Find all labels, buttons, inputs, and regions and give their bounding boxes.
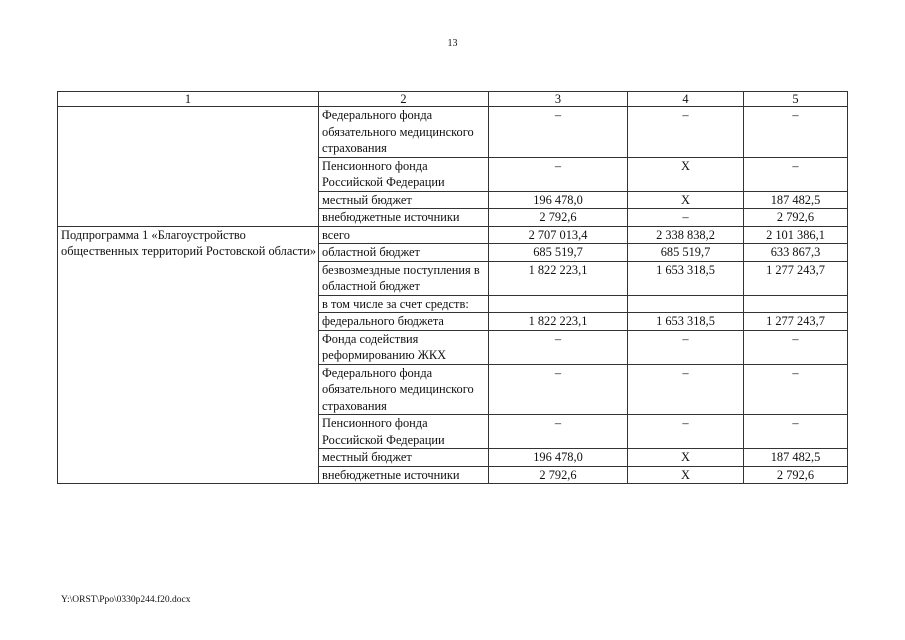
value-cell: [744, 295, 848, 313]
value-cell: 196 478,0: [489, 191, 628, 209]
funding-source: местный бюджет: [319, 191, 489, 209]
funding-source: Федерального фонда обязательного медицинского страхования: [319, 107, 489, 158]
value-cell: –: [489, 364, 628, 415]
value-cell: 685 519,7: [489, 244, 628, 262]
value-cell: 196 478,0: [489, 449, 628, 467]
value-cell: 2 707 013,4: [489, 226, 628, 244]
value-cell: –: [744, 330, 848, 364]
value-cell: 1 653 318,5: [628, 261, 744, 295]
value-cell: 2 792,6: [744, 466, 848, 484]
table-header-row: [58, 92, 848, 107]
value-cell: Х: [628, 157, 744, 191]
value-cell: 685 519,7: [628, 244, 744, 262]
value-cell: 2 792,6: [744, 209, 848, 227]
column-header: 4: [628, 92, 744, 107]
funding-source: безвозмездные поступления в областной бюджет: [319, 261, 489, 295]
value-cell: –: [489, 107, 628, 158]
funding-source: в том числе за счет средств:: [319, 295, 489, 313]
empty-program-cell: [58, 107, 319, 227]
value-cell: –: [744, 107, 848, 158]
value-cell: 187 482,5: [744, 449, 848, 467]
table-row: [58, 107, 848, 158]
column-header: 2: [319, 92, 489, 107]
funding-source: федерального бюджета: [319, 313, 489, 331]
column-header: 3: [489, 92, 628, 107]
funding-source: местный бюджет: [319, 449, 489, 467]
funding-source: внебюджетные источники: [319, 209, 489, 227]
funding-source: областной бюджет: [319, 244, 489, 262]
page-number: 13: [447, 38, 458, 49]
value-cell: –: [744, 157, 848, 191]
funding-source: Пенсионного фонда Российской Федерации: [319, 157, 489, 191]
value-cell: [628, 295, 744, 313]
value-cell: –: [628, 209, 744, 227]
column-header: 5: [744, 92, 848, 107]
funding-source: Пенсионного фонда Российской Федерации: [319, 415, 489, 449]
value-cell: 2 101 386,1: [744, 226, 848, 244]
funding-source: внебюджетные источники: [319, 466, 489, 484]
funding-source: Фонда содействия реформированию ЖКХ: [319, 330, 489, 364]
value-cell: 1 822 223,1: [489, 313, 628, 331]
funding-source: Федерального фонда обязательного медицинского страхования: [319, 364, 489, 415]
value-cell: –: [489, 330, 628, 364]
value-cell: –: [628, 330, 744, 364]
value-cell: [489, 295, 628, 313]
value-cell: 2 792,6: [489, 209, 628, 227]
value-cell: –: [744, 415, 848, 449]
table-row: [58, 226, 848, 244]
value-cell: –: [489, 415, 628, 449]
value-cell: Х: [628, 191, 744, 209]
value-cell: 1 277 243,7: [744, 313, 848, 331]
value-cell: Х: [628, 466, 744, 484]
budget-table: [57, 91, 848, 484]
value-cell: 2 338 838,2: [628, 226, 744, 244]
value-cell: 2 792,6: [489, 466, 628, 484]
value-cell: 1 277 243,7: [744, 261, 848, 295]
value-cell: –: [628, 364, 744, 415]
value-cell: –: [628, 107, 744, 158]
funding-source: всего: [319, 226, 489, 244]
document-file-path: Y:\ORST\Ppo\0330p244.f20.docx: [61, 595, 191, 605]
value-cell: –: [744, 364, 848, 415]
value-cell: 1 822 223,1: [489, 261, 628, 295]
value-cell: Х: [628, 449, 744, 467]
subprogram-name: Подпрограмма 1 «Благоустройство общественных территорий Ростовской области»: [58, 226, 319, 484]
value-cell: 633 867,3: [744, 244, 848, 262]
value-cell: 187 482,5: [744, 191, 848, 209]
column-header: 1: [58, 92, 319, 107]
value-cell: 1 653 318,5: [628, 313, 744, 331]
value-cell: –: [628, 415, 744, 449]
value-cell: –: [489, 157, 628, 191]
